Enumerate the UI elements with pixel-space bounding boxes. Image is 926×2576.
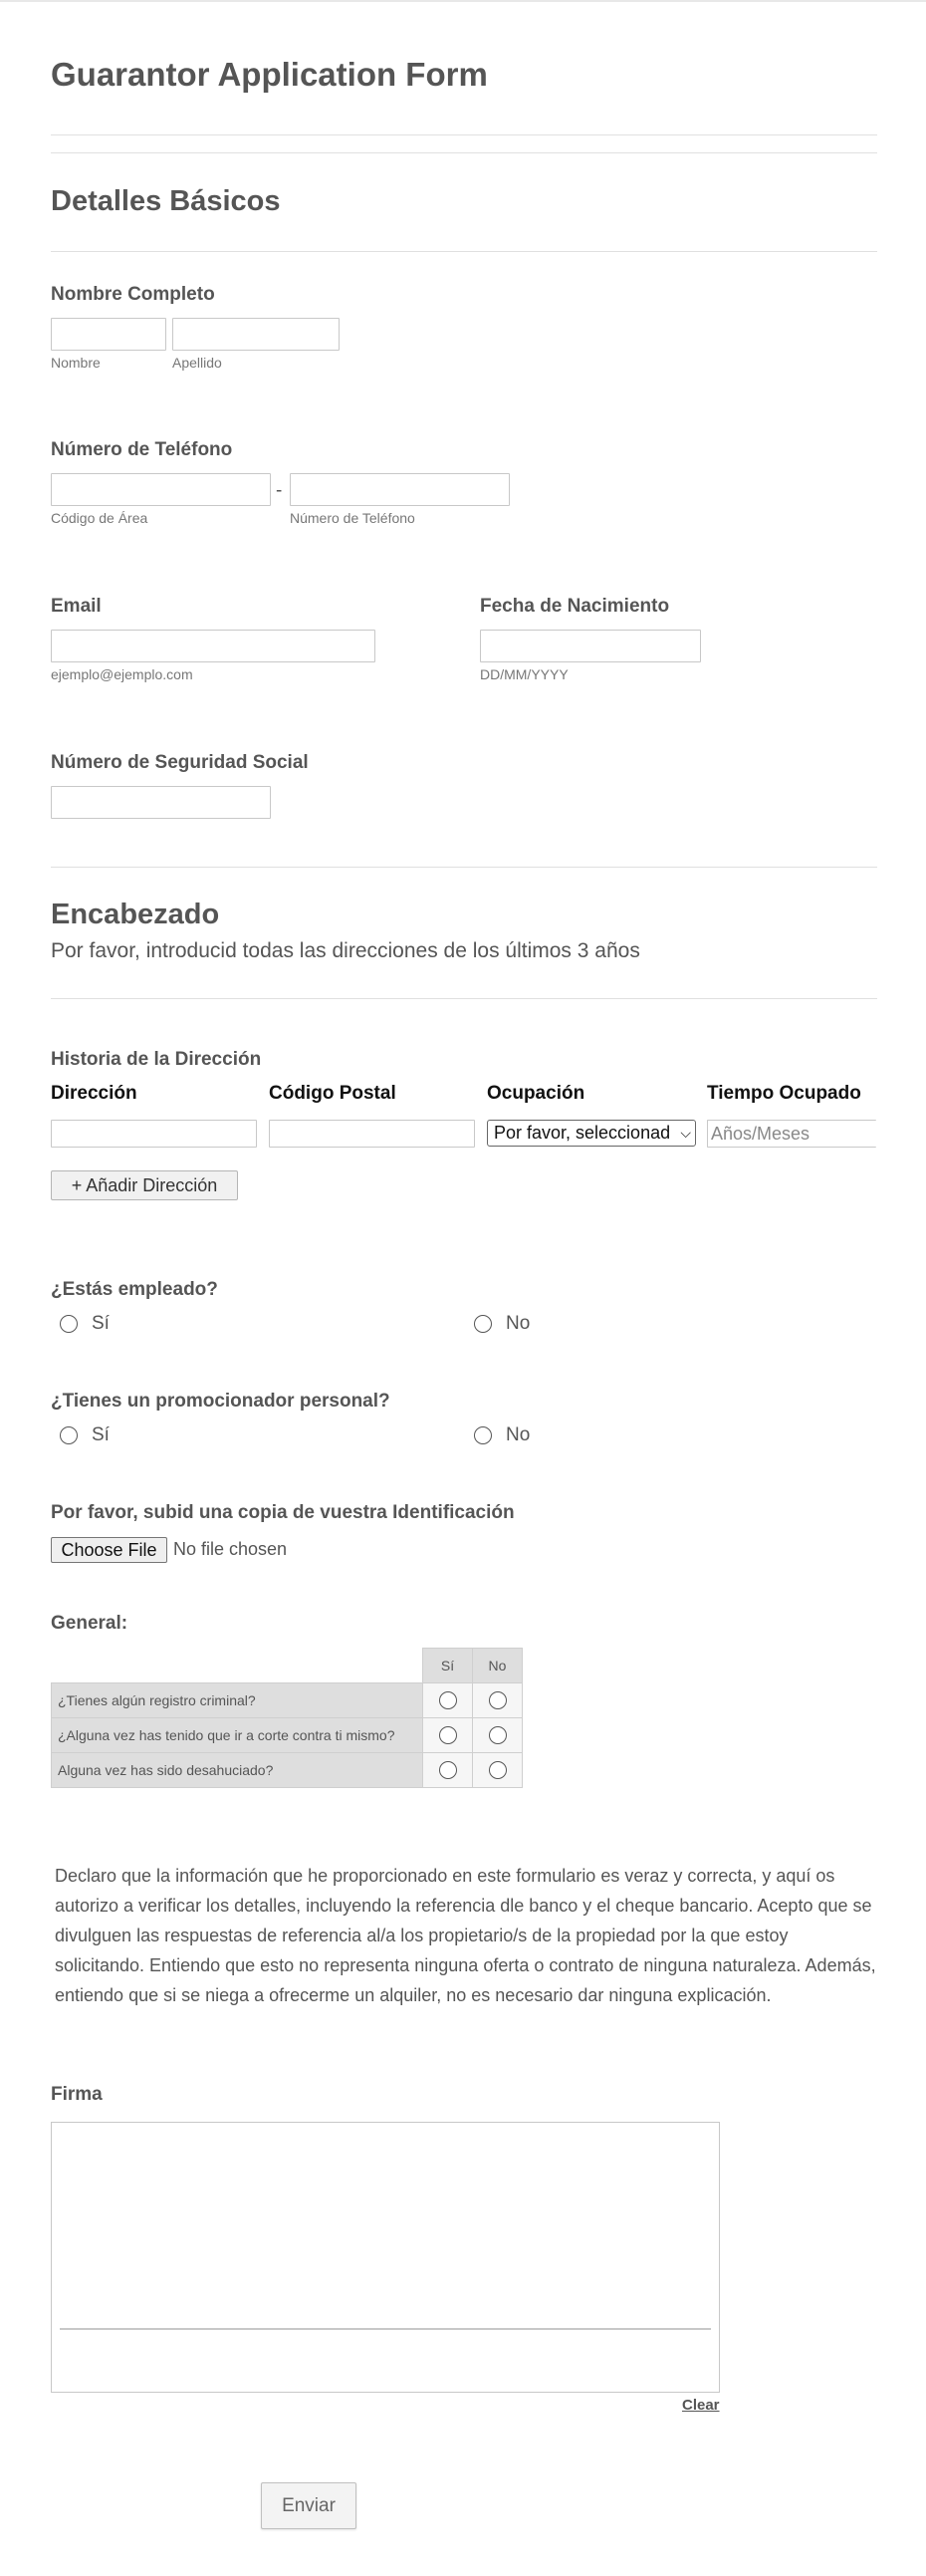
declaration-text: Declaro que la información que he proporcionado en este formulario es veraz y correcta, y aquí os autorizo a verificar los detalles, incluyendo la referencia dle banco y el cheque bancario. Acepto que se divulguen las respuestas de referencia al/a los propietario/s de la propiedad por la que estoy solicitando. Entiendo que esto no representa ninguna oferta o contrato de ninguna naturaleza. Además, entiendo que si se niega a ofrecerme un alquiler, no es necesario dar ninguna explicación. — [55, 1866, 876, 2005]
matrix-question: ¿Tienes algún registro criminal? — [52, 1683, 423, 1718]
phone-number-sublabel: Número de Teléfono — [290, 510, 415, 526]
employed-yes-label: Sí — [92, 1313, 110, 1334]
matrix-header-yes: Sí — [423, 1649, 473, 1683]
signature-label: Firma — [51, 2084, 103, 2105]
choose-file-button[interactable]: Choose File — [51, 1537, 167, 1563]
area-code-input[interactable] — [51, 473, 271, 506]
court-yes-radio[interactable] — [439, 1726, 457, 1744]
dob-sublabel: DD/MM/YYYY — [480, 666, 569, 682]
form-title: Guarantor Application Form — [51, 56, 488, 93]
criminal-record-no-radio[interactable] — [489, 1691, 507, 1709]
divider — [51, 998, 877, 999]
section-heading-basic: Detalles Básicos — [51, 185, 281, 217]
dob-label: Fecha de Nacimiento — [480, 596, 670, 617]
area-code-sublabel: Código de Área — [51, 510, 148, 526]
promoter-no-label: No — [506, 1424, 531, 1445]
evicted-yes-radio[interactable] — [439, 1761, 457, 1779]
submit-button[interactable]: Enviar — [261, 2482, 356, 2529]
promoter-no-radio[interactable] — [474, 1426, 492, 1444]
first-name-input[interactable] — [51, 318, 166, 351]
signature-baseline — [60, 2328, 711, 2330]
email-sublabel: ejemplo@ejemplo.com — [51, 666, 193, 682]
address-input[interactable] — [51, 1120, 257, 1148]
criminal-record-yes-radio[interactable] — [439, 1691, 457, 1709]
last-name-sublabel: Apellido — [172, 355, 222, 371]
time-occupied-placeholder: Años/Meses — [711, 1124, 810, 1144]
postal-code-input[interactable] — [269, 1120, 475, 1148]
divider — [51, 152, 877, 153]
general-matrix — [51, 1648, 523, 1788]
employed-label: ¿Estás empleado? — [51, 1279, 218, 1300]
column-header-address: Dirección — [51, 1083, 137, 1104]
signature-pad[interactable] — [51, 2122, 720, 2393]
section-heading-header: Encabezado — [51, 899, 220, 930]
promoter-label: ¿Tienes un promocionador personal? — [51, 1391, 390, 1412]
divider — [51, 134, 877, 135]
address-history-label: Historia de la Dirección — [51, 1049, 262, 1070]
column-header-time-occupied: Tiempo Ocupado — [707, 1083, 861, 1104]
phone-number-input[interactable] — [290, 473, 510, 506]
employed-no-label: No — [506, 1313, 531, 1334]
time-occupied-input[interactable] — [707, 1120, 876, 1148]
top-border — [0, 0, 926, 2]
promoter-yes-radio[interactable] — [60, 1426, 78, 1444]
last-name-input[interactable] — [172, 318, 340, 351]
occupation-select[interactable] — [487, 1120, 696, 1147]
employed-no-radio[interactable] — [474, 1315, 492, 1333]
upload-label: Por favor, subid una copia de vuestra Identificación — [51, 1502, 515, 1523]
section-subheading: Por favor, introducid todas las direcciones de los últimos 3 años — [51, 939, 640, 962]
column-header-occupation: Ocupación — [487, 1083, 585, 1104]
matrix-header-no: No — [473, 1649, 523, 1683]
dob-input[interactable] — [480, 630, 701, 662]
ssn-input[interactable] — [51, 786, 271, 819]
ssn-label: Número de Seguridad Social — [51, 752, 309, 773]
matrix-question: ¿Alguna vez has tenido que ir a corte contra ti mismo? — [52, 1718, 423, 1753]
court-no-radio[interactable] — [489, 1726, 507, 1744]
file-status: No file chosen — [173, 1539, 288, 1559]
full-name-label: Nombre Completo — [51, 284, 215, 305]
matrix-question: Alguna vez has sido desahuciado? — [52, 1753, 423, 1788]
divider — [51, 867, 877, 868]
email-label: Email — [51, 596, 102, 617]
divider — [51, 251, 877, 252]
promoter-yes-label: Sí — [92, 1424, 110, 1445]
clear-signature-link[interactable]: Clear — [682, 2397, 720, 2414]
phone-separator: - — [276, 480, 283, 501]
occupation-selected-value: Por favor, seleccionad — [494, 1123, 671, 1143]
email-input[interactable] — [51, 630, 375, 662]
add-address-button[interactable]: + Añadir Dirección — [51, 1170, 238, 1200]
evicted-no-radio[interactable] — [489, 1761, 507, 1779]
first-name-sublabel: Nombre — [51, 355, 101, 371]
employed-yes-radio[interactable] — [60, 1315, 78, 1333]
phone-label: Número de Teléfono — [51, 439, 233, 460]
chevron-down-icon: ⌵ — [680, 1125, 691, 1141]
general-label: General: — [51, 1613, 128, 1634]
column-header-postal-code: Código Postal — [269, 1083, 396, 1104]
